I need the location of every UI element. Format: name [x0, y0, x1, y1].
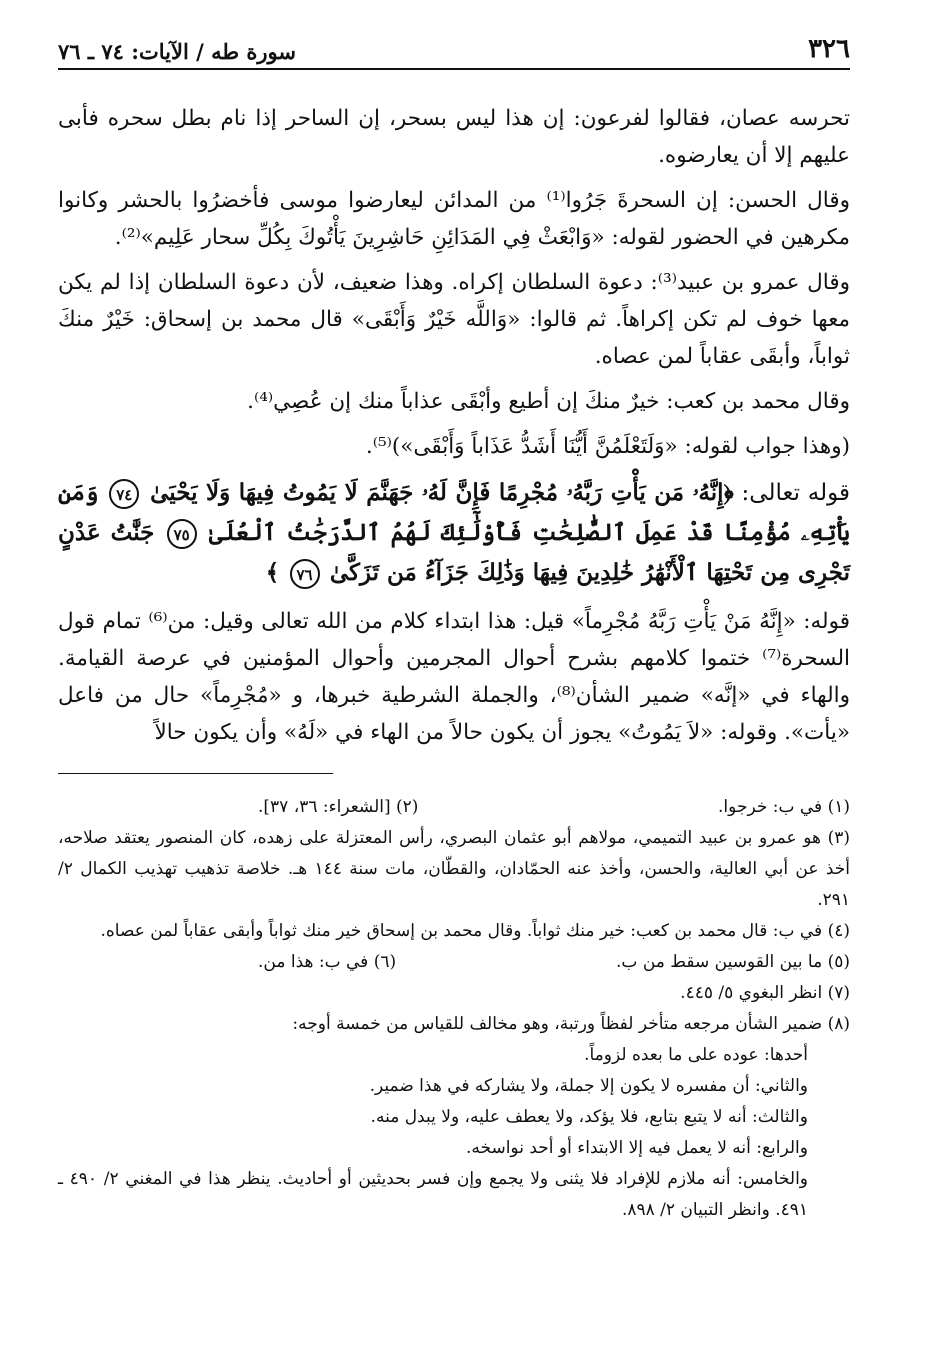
- paragraph: وقال الحسن: إن السحرةَ جَرُوا⁽¹⁾ من المدائن ليعارضوا موسى فأخضرُوا بالحشر وكانوا مكرهين في الحضور لقوله: «وَابْعَثْ فِي المَدَائِنِ حَاشِرِينَ يَأْتُوكَ بِكُلِّ سحار عَلِيم»⁽²⁾.: [58, 188, 851, 250]
- footnote: (٤) في ب: قال محمد بن كعب: خير منك ثواباً. وقال محمد بن إسحاق خير منك ثواباً وأبقى عقاباً لمن عصاه.: [100, 921, 850, 941]
- footnote-separator-wrap: [58, 773, 850, 774]
- footnote-subitem: والخامس: أنه ملازم للإفراد فلا يثنى ولا يجمع وإن فسر بحديثين أو أحاديث. ينظر هذا في المغني ٢/ ٤٩٠ ـ ٤٩١. وانظر التبيان ٢/ ٨٩٨.: [58, 1169, 809, 1220]
- paragraph: وقال عمرو بن عبيد⁽³⁾: دعوة السلطان إكراه. وهذا ضعيف، لأن دعوة السلطان إذا لم يكن معها خوف لم تكن إكراهاً. ثم قالوا: «وَاللَّه خَيْرٌ وَأَبْقَى» قال محمد بن إسحاق: خَيْرٌ منكَ ثواباً، وأبقَى عقاباً لمن عصاه.: [58, 270, 851, 369]
- footnote: (١) في ب: خرجوا.: [718, 797, 850, 817]
- main-text: [58, 100, 850, 751]
- footnotes: [58, 792, 850, 1226]
- running-head: سورة طه / الآيات: ٧٤ ـ ٧٦: [58, 39, 296, 64]
- quran-verse-block: [58, 473, 850, 593]
- verse-intro: قوله تعالى:: [741, 480, 851, 506]
- quran-verse-text: ﴿إِنَّهُۥ مَن يَأْتِ رَبَّهُۥ مُجْرِمًا فَإِنَّ لَهُۥ جَهَنَّمَ لَا يَمُوتُ فِيهَا وَلَا يَحْيَىٰ: [150, 479, 734, 506]
- footnote: (٥) ما بين القوسين سقط من ب.: [616, 952, 850, 972]
- footnote-row: [58, 792, 850, 823]
- ayah-number-marker: ٧٦: [290, 559, 320, 589]
- page-number: ٣٢٦: [808, 34, 850, 64]
- footnote-subitem: والثالث: أنه لا يتبع بتابع، فلا يؤكد، ولا يعطف عليه، ولا يبدل منه.: [370, 1107, 808, 1127]
- page-header: [58, 30, 850, 70]
- commentary-paragraph: قوله: «إِنَّهُ مَنْ يَأْتِ رَبَّهُ مُجْرِماً» قيل: هذا ابتداء كلام من الله تعالى وقيل: من⁽⁶⁾ تمام قول السحرة⁽⁷⁾ ختموا كلامهم بشرح أحوال المجرمين وأحوال المؤمنين في عرصة القيامة. والهاء في «إنَّه» ضمير الشأن⁽⁸⁾، والجملة الشرطية خبرها، و «مُجْرِماً» حال من فاعل «يأت». وقوله: «لاَ يَمُوتُ» يجوز أن يكون حالاً من الهاء في «لَهُ» وأن يكون حالاً: [58, 609, 850, 745]
- ayah-number-marker: ٧٤: [109, 479, 139, 509]
- footnote-row: [58, 947, 850, 978]
- footnote: (٧) انظر البغوي ٥/ ٤٤٥.: [680, 983, 850, 1003]
- paragraph: تحرسه عصان، فقالوا لفرعون: إن هذا ليس بسحر، إن الساحر إذا نام بطل سحره فأبى عليهم إلا أن يعارضوه.: [58, 106, 850, 168]
- footnote-separator: [58, 773, 333, 774]
- footnote-subitem: أحدها: عوده على ما بعده لزوماً.: [584, 1045, 808, 1065]
- footnote: (٣) هو عمرو بن عبيد التميمي، مولاهم أبو عثمان البصري، رأس المعتزلة على زهده، كان المنصور يعتقد صلاحه، أخذ عن أبي العالية، والحسن، وأخذ عنه الحمّادان، والقطّان، مات سنة ١٤٤ هـ. خلاصة تذهيب تهذيب الكمال ٢/ ٢٩١.: [58, 828, 850, 910]
- footnote: (٨) ضمير الشأن مرجعه متأخر لفظاً ورتبة، وهو مخالف للقياس من خمسة أوجه:: [292, 1014, 850, 1034]
- paragraph: وقال محمد بن كعب: خيرٌ منكَ إن أطيع وأبْقَى عذاباً منك إن عُصِي⁽⁴⁾.: [247, 389, 850, 414]
- footnote: (٦) في ب: هذا من.: [258, 952, 397, 972]
- quran-verse-text: جَنَّٰتُ عَدْنٍ تَجْرِى مِن تَحْتِهَا ٱلْأَنْهَٰرُ خَٰلِدِينَ فِيهَا وَذَٰلِكَ جَزَآءُ مَن تَزَكَّىٰ: [58, 519, 850, 586]
- footnote-subitem: والثاني: أن مفسره لا يكون إلا جملة، ولا يشاركه في هذا ضمير.: [369, 1076, 808, 1096]
- paragraph: (وهذا جواب لقوله: «وَلَتَعْلَمُنَّ أَيُّنَا أَشَدُّ عَذَاباً وَأَبْقَى»)⁽⁵⁾.: [365, 434, 850, 459]
- book-page: [58, 30, 850, 1226]
- footnote: (٢) [الشعراء: ٣٦، ٣٧].: [258, 797, 419, 817]
- ayah-number-marker: ٧٥: [167, 519, 197, 549]
- verse-close-bracket: ﴾: [265, 559, 280, 586]
- footnote-subitem: والرابع: أنه لا يعمل فيه إلا الابتداء أو أحد نواسخه.: [465, 1138, 808, 1158]
- quran-verse-text: وَمَن يَأْتِهِۦ مُؤْمِنًا قَدْ عَمِلَ ٱلصَّٰلِحَٰتِ فَأُوْلَٰٓئِكَ لَهُمُ ٱلدَّرَجَٰتُ ٱلْعُلَىٰ: [58, 479, 851, 546]
